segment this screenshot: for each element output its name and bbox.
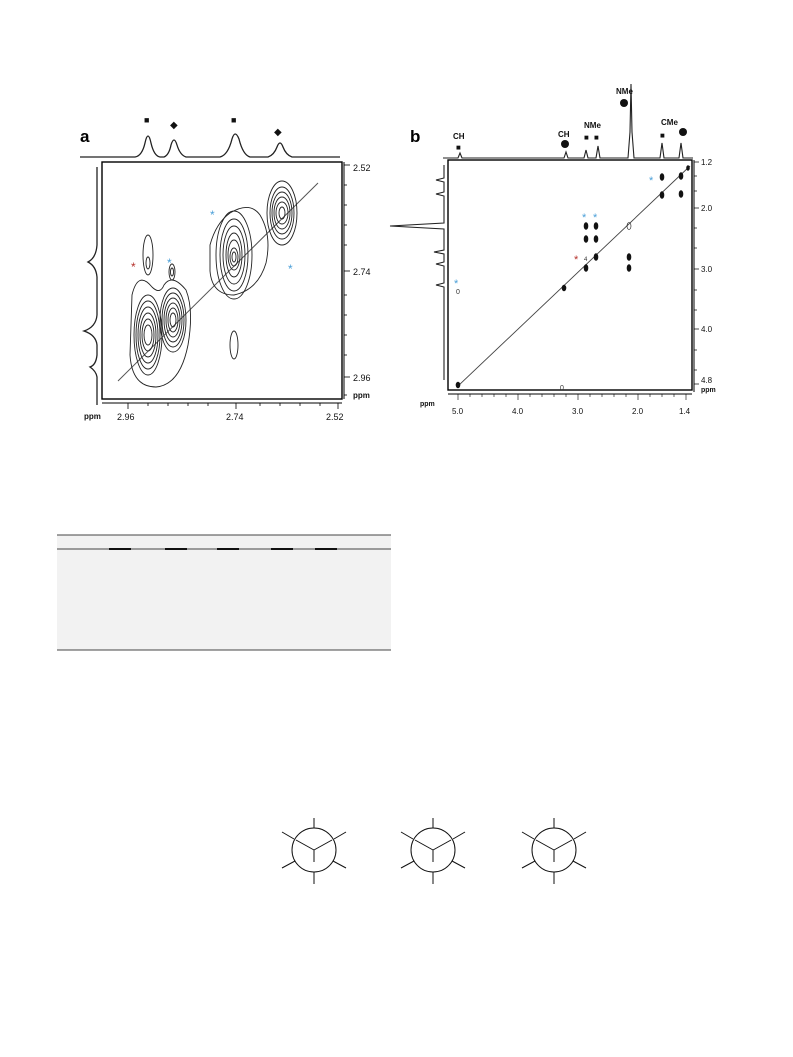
panel-a-x-tick-1: 2.96	[117, 412, 135, 422]
panel-b-y-tick-3: 3.0	[701, 265, 713, 274]
panel-b-x-tick-3: 3.0	[572, 407, 584, 416]
panel-b-symbol-circle-1	[561, 140, 569, 148]
panel-b-label-ch-2: CH	[558, 130, 570, 139]
panel-b-left-spectrum	[390, 165, 444, 380]
panel-a-blue-star-3: *	[288, 262, 293, 276]
panel-b-diagonal	[458, 166, 690, 386]
panel-a-y-tick-1: 2.52	[353, 163, 371, 173]
panel-a-y-tick-3: 2.96	[353, 373, 371, 383]
newman-projection-3	[514, 810, 594, 890]
panel-b-symbol-square-4: ■	[660, 131, 665, 140]
panel-b-label-nme-2: NMe	[616, 87, 633, 96]
panel-b-y-tick-2: 2.0	[701, 204, 713, 213]
panel-a-blue-star-1: *	[167, 256, 172, 270]
panel-a-x-ppm: ppm	[84, 412, 101, 421]
panel-b-y-tick-5: 4.8	[701, 376, 713, 385]
panel-b-red-star: *	[574, 254, 579, 266]
panel-a-x-tick-2: 2.74	[226, 412, 244, 422]
panel-a-top-symbol-1: ■	[144, 115, 150, 125]
panel-b-bottom-axis-ticks	[458, 394, 686, 400]
panel-b-figure	[388, 80, 716, 430]
panel-b-symbol-square-3: ■	[594, 133, 599, 142]
panel-b-x-tick-2: 4.0	[512, 407, 524, 416]
panel-b-plot-frame	[448, 160, 692, 390]
panel-b-x-ppm: ppm	[420, 401, 435, 408]
panel-a-red-star: *	[131, 260, 136, 274]
panel-a-figure	[60, 95, 390, 430]
panel-b-x-tick-4: 2.0	[632, 407, 644, 416]
panel-b-x-tick-1: 5.0	[452, 407, 464, 416]
panel-b-right-axis-ticks	[694, 162, 699, 384]
panel-a-bottom-axis-ticks	[128, 403, 338, 409]
panel-a-top-symbol-2: ◆	[170, 120, 178, 131]
panel-b-blue-star-2: *	[582, 212, 587, 224]
panel-a-top-symbol-3: ■	[231, 115, 237, 125]
newman-projection-1	[274, 810, 354, 890]
panel-b-label-ch-1: CH	[453, 132, 465, 141]
panel-b-blue-star-1: *	[454, 278, 459, 290]
panel-b-symbol-circle-2	[620, 99, 628, 107]
panel-a-x-tick-3: 2.52	[326, 412, 344, 422]
panel-b-symbol-circle-3	[679, 128, 687, 136]
panel-a-right-axis-ticks	[344, 165, 350, 395]
panel-b-x-tick-5: 1.4	[679, 407, 691, 416]
panel-a-top-spectrum	[80, 134, 340, 157]
newman-projection-2	[393, 810, 473, 890]
panel-a-y-tick-2: 2.74	[353, 267, 371, 277]
table-rules	[57, 530, 393, 654]
panel-b-y-ppm: ppm	[701, 387, 716, 394]
panel-b-letter: b	[410, 127, 421, 146]
panel-a-top-symbol-4: ◆	[274, 127, 282, 138]
panel-b-symbol-square-1: ■	[456, 143, 461, 152]
panel-b-symbol-square-2: ■	[584, 133, 589, 142]
panel-b-label-cme: CMe	[661, 118, 678, 127]
panel-b-top-spectrum	[443, 84, 693, 158]
panel-b-y-tick-1: 1.2	[701, 158, 713, 167]
panel-b-label-nme-1: NMe	[584, 121, 601, 130]
panel-b-blue-star-3: *	[593, 212, 598, 224]
panel-b-blue-star-4: *	[649, 175, 654, 187]
panel-b-y-tick-4: 4.0	[701, 325, 713, 334]
panel-a-letter: a	[80, 127, 90, 146]
panel-a-left-spectrum	[84, 167, 97, 405]
panel-a-blue-star-2: *	[210, 208, 215, 222]
panel-b-small-peak-2: 0	[560, 385, 564, 392]
panel-a-y-ppm: ppm	[353, 391, 370, 400]
panel-b-small-peak-3: 4	[584, 257, 588, 263]
panel-b-small-peak-1: 0	[456, 289, 460, 296]
